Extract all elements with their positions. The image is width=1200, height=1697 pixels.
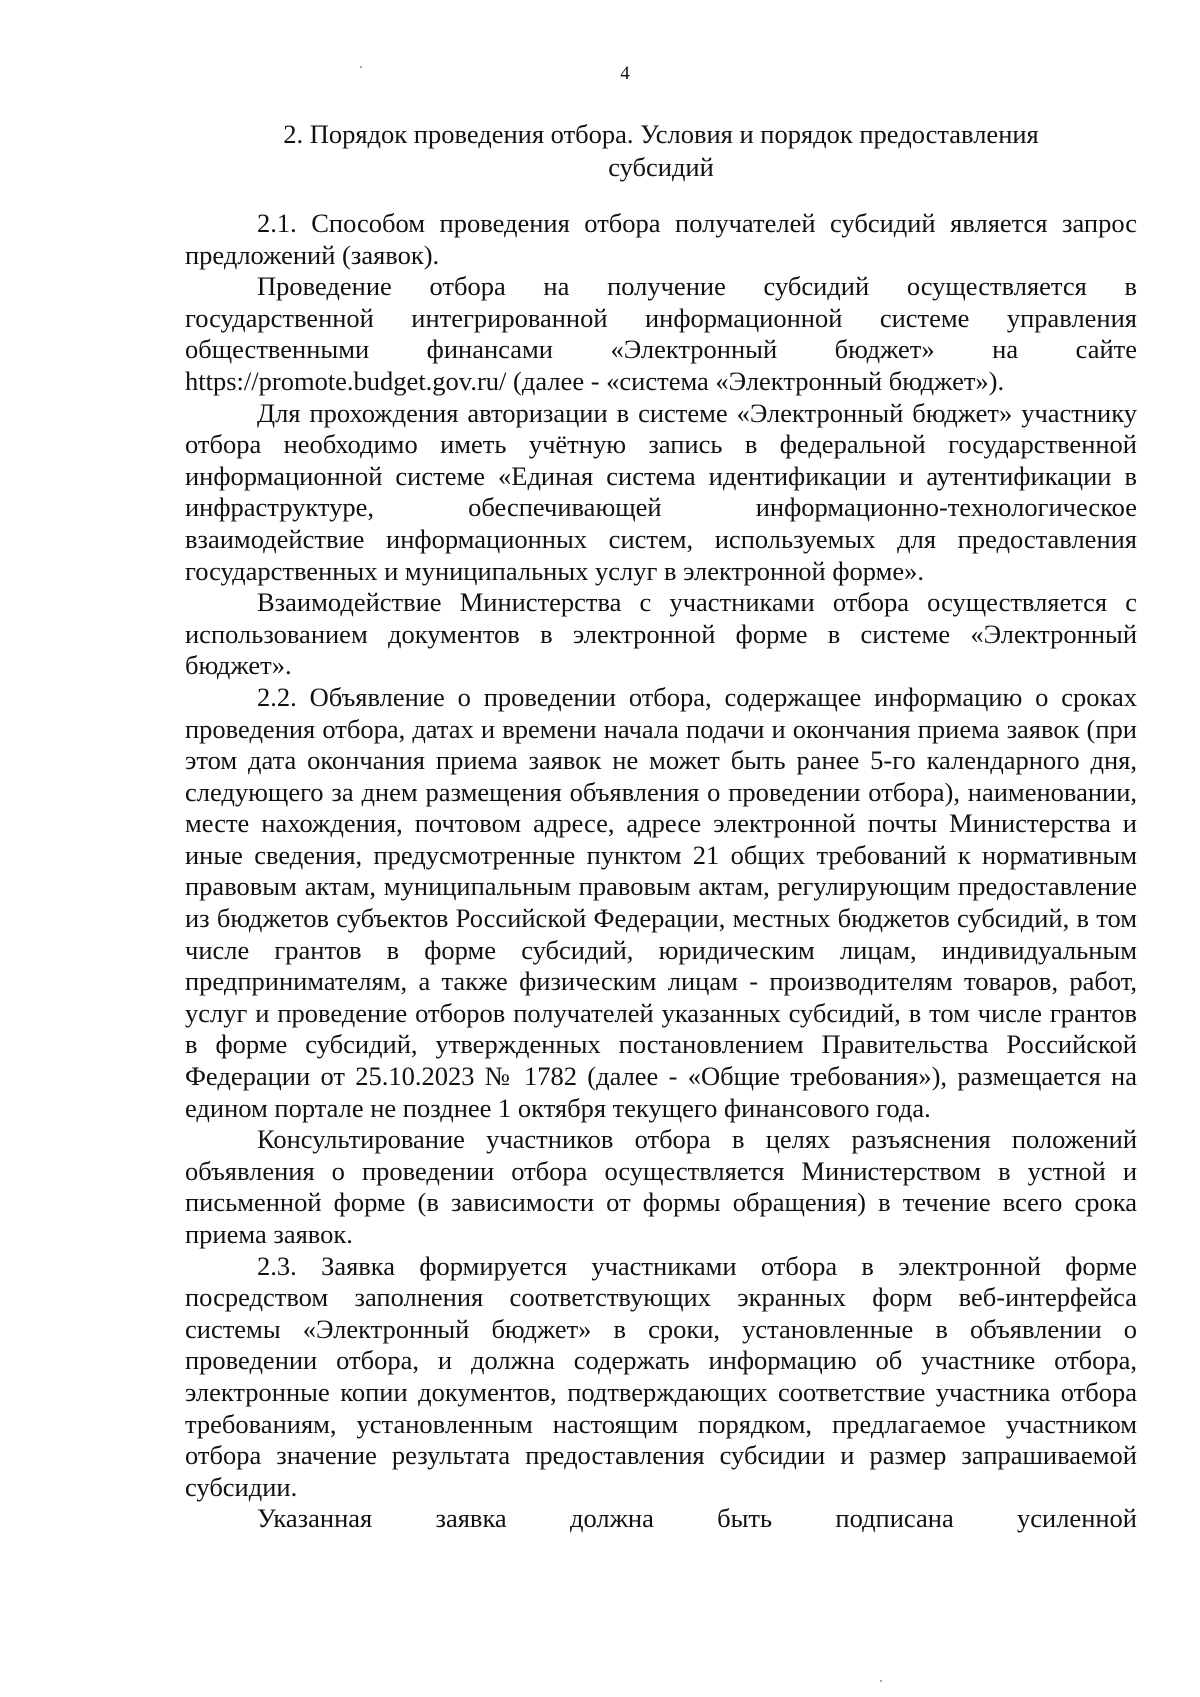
paragraph-consulting: Консультирование участников отбора в целях разъяснения положений объявления о проведении отбора осуществляется Министерством в устной и письменной форме (в зависимости от формы обращения) в течение всего срока приема заявок. bbox=[185, 1124, 1137, 1249]
paragraph-2-2: 2.2. Объявление о проведении отбора, содержащее информацию о сроках проведения отбора, датах и времени начала подачи и окончания приема заявок (при этом дата окончания приема заявок не может быть ранее 5-го календарного дня, следующего за днем размещения объявления о проведении отбора), наименовании, месте нахождения, почтовом адресе, адресе электронной почты Министерства и иные сведения, предусмотренные пунктом 21 общих требований к нормативным правовым актам, муниципальным правовым актам, регулирующим предоставление из бюджетов субъектов Российской Федерации, местных бюджетов субсидий, в том числе грантов в форме субсидий, юридическим лицам, индивидуальным предпринимателям, а также физическим лицам - производителям товаров, работ, услуг и проведение отборов получателей указанных субсидий, в том числе грантов в форме субсидий, утвержденных постановлением Правительства Российской Федерации от 25.10.2023 № 1782 (далее - «Общие требования»), размещается на едином портале не позднее 1 октября текущего финансового года. bbox=[185, 681, 1137, 1123]
page-number: 4 bbox=[620, 63, 630, 84]
scan-artifact bbox=[360, 66, 362, 68]
document-body bbox=[185, 208, 1137, 1535]
section-heading-line-2: субсидий bbox=[608, 152, 714, 182]
scan-artifact bbox=[880, 1680, 882, 1682]
section-heading bbox=[185, 118, 1137, 184]
paragraph-interaction: Взаимодействие Министерства с участниками отбора осуществляется с использованием документов в электронной форме в системе «Электронный бюджет». bbox=[185, 587, 1137, 681]
paragraph-selection-system: Проведение отбора на получение субсидий осуществляется в государственной интегрированной информационной системе управления общественными финансами «Электронный бюджет» на сайте https://promote.budget.gov.ru/ (далее - «система «Электронный бюджет»). bbox=[185, 271, 1137, 396]
paragraph-2-3: 2.3. Заявка формируется участниками отбора в электронной форме посредством заполнения соответствующих экранных форм веб-интерфейса системы «Электронный бюджет» в сроки, установленные в объявлении о проведении отбора, и должна содержать информацию об участнике отбора, электронные копии документов, подтверждающих соответствие участника отбора требованиям, установленным настоящим порядком, предлагаемое участником отбора значение результата предоставления субсидии и размер запрашиваемой субсидии. bbox=[185, 1250, 1137, 1502]
paragraph-authorization: Для прохождения авторизации в системе «Электронный бюджет» участнику отбора необходимо иметь учётную запись в федеральной государственной информационной системе «Единая система идентификации и аутентификации в инфраструктуре, обеспечивающей информационно-технологическое взаимодействие информационных систем, используемых для предоставления государственных и муниципальных услуг в электронной форме». bbox=[185, 397, 1137, 586]
section-heading-line-1: 2. Порядок проведения отбора. Условия и порядок предоставления bbox=[283, 119, 1039, 149]
paragraph-2-1: 2.1. Способом проведения отбора получателей субсидий является запрос предложений (заявок). bbox=[185, 208, 1137, 270]
paragraph-signature: Указанная заявка должна быть подписана усиленной bbox=[257, 1503, 1137, 1534]
